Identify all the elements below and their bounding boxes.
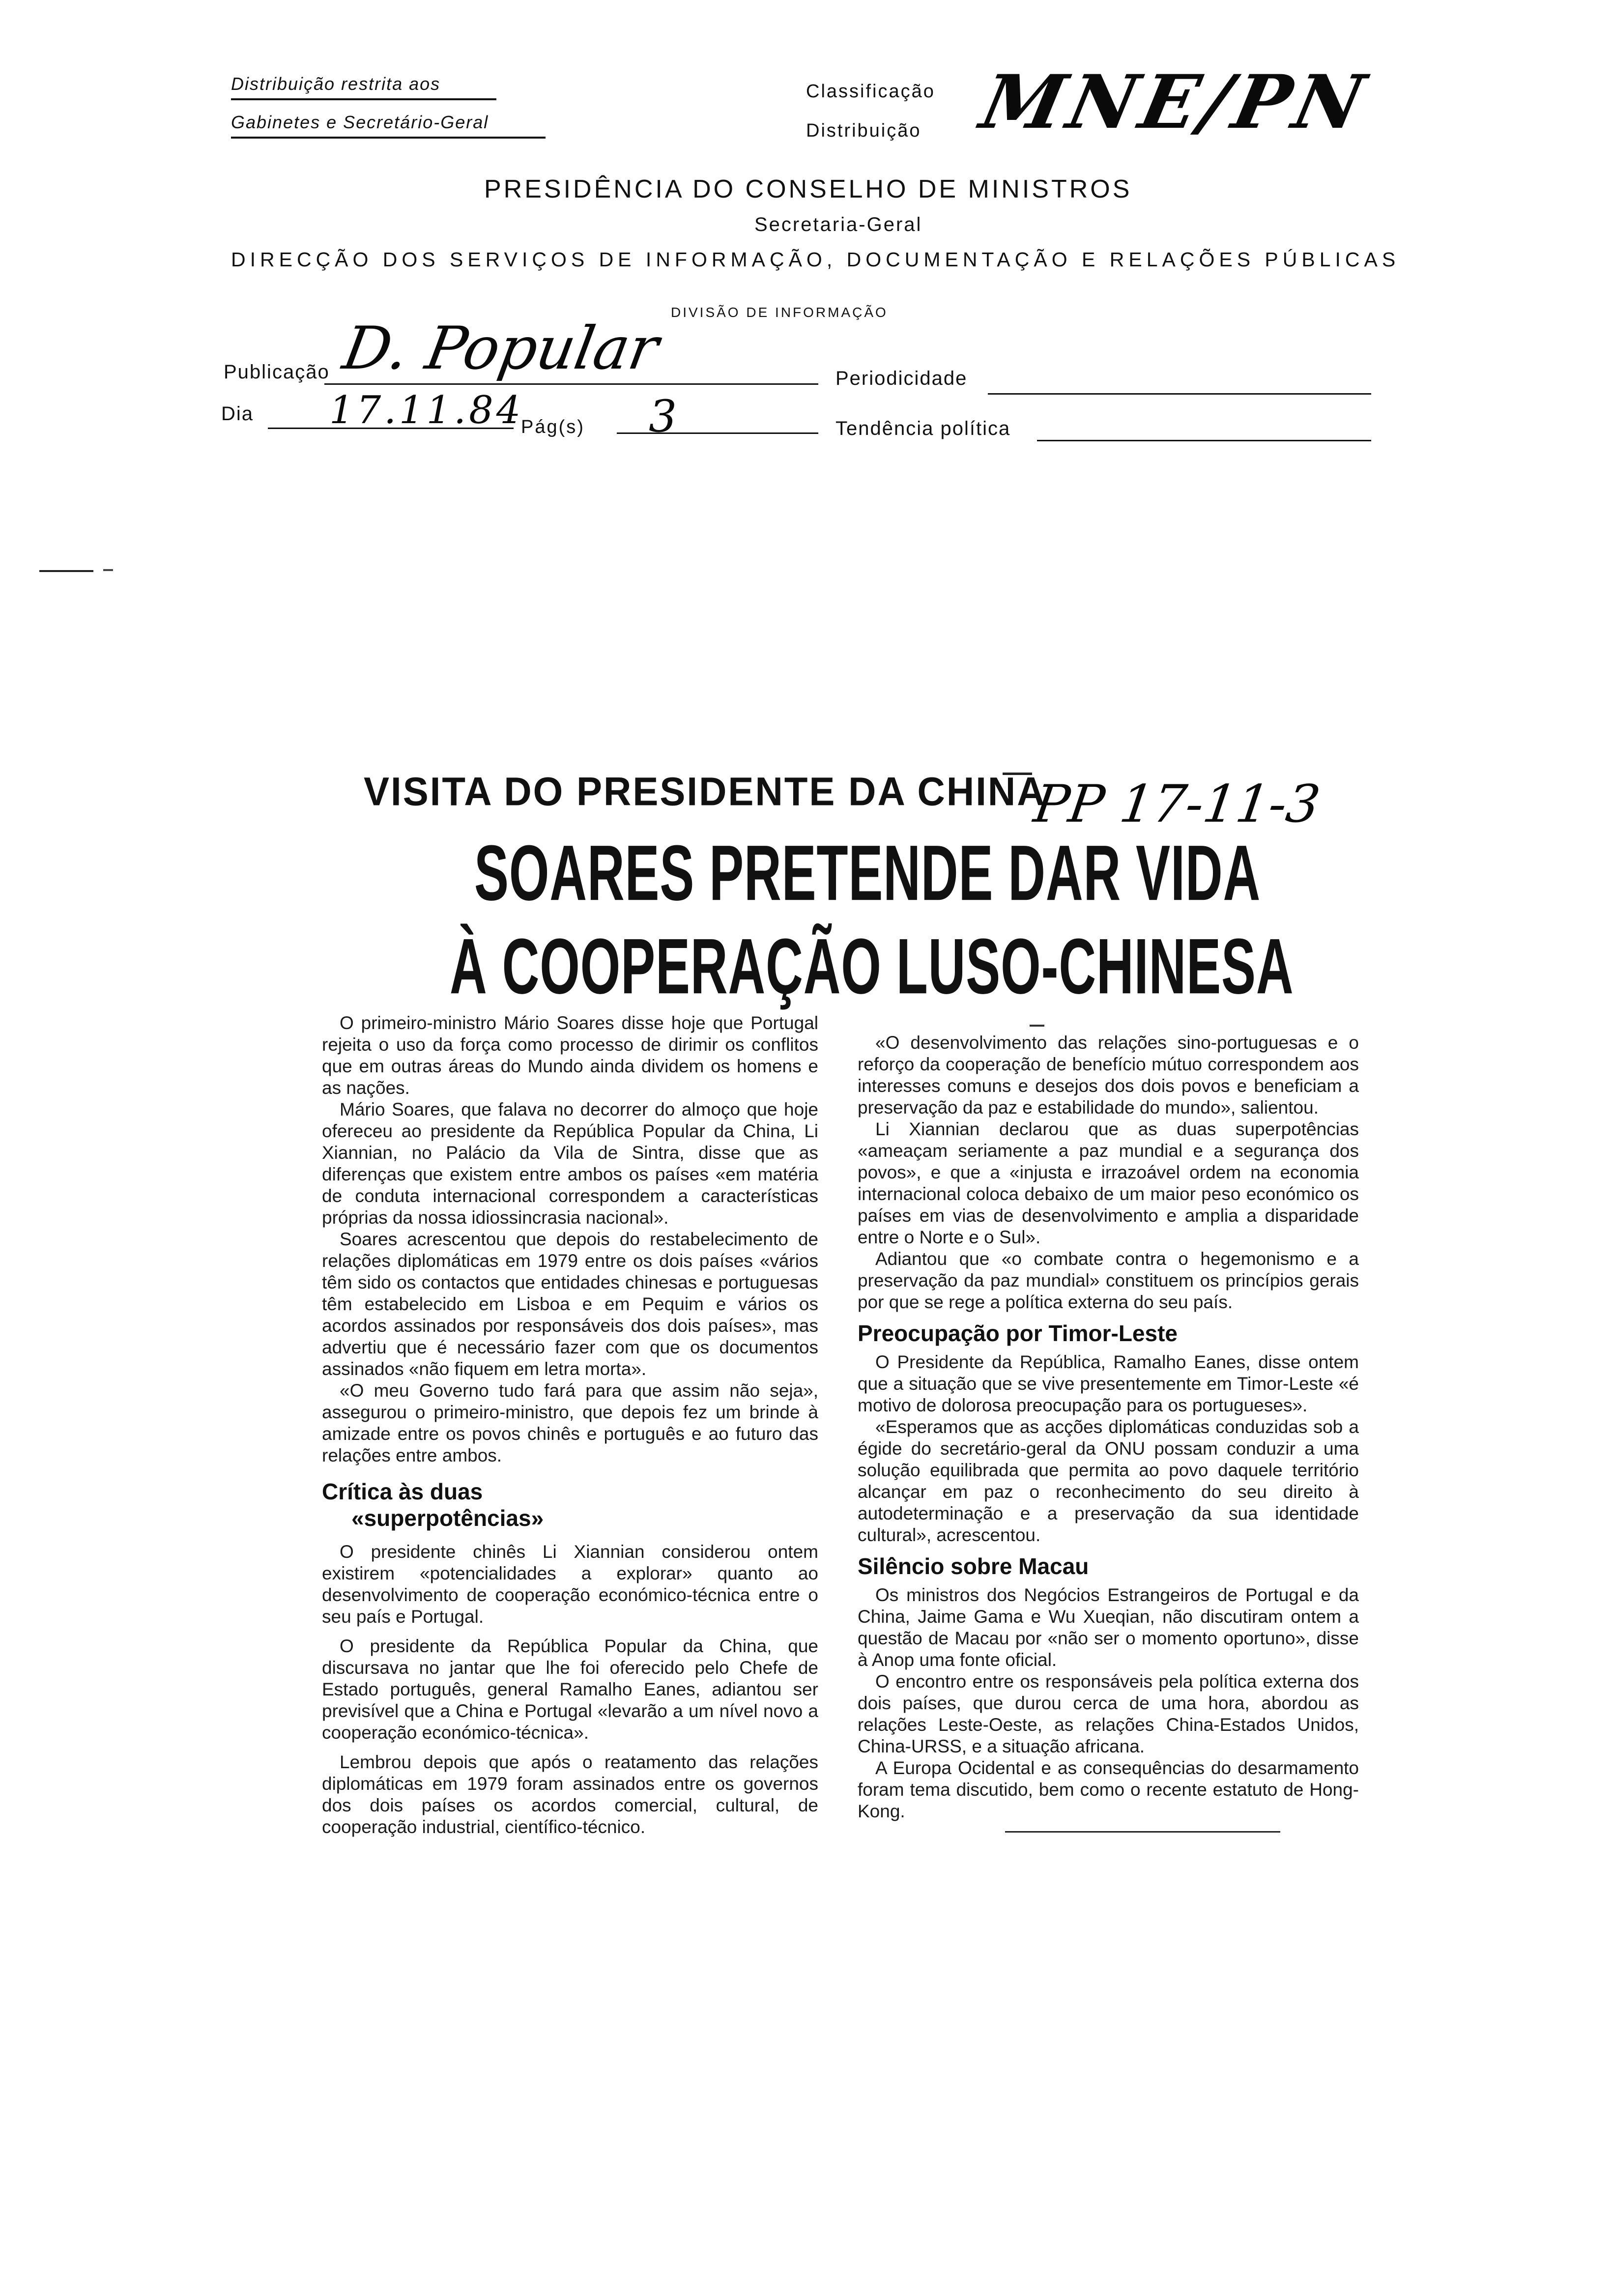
subhead-critica <box>322 1478 818 1531</box>
periodicidade-line <box>988 393 1371 395</box>
article-headline-1: SOARES PRETENDE DAR VIDA <box>474 829 1261 918</box>
article-column-2 <box>858 1032 1359 1833</box>
article-headline-2: À COOPERAÇÃO LUSO-CHINESA <box>450 922 1294 1011</box>
scan-mark <box>103 569 113 571</box>
paragraph: O encontro entre os responsáveis pela política externa dos dois países, que durou cerca de uma hora, abordou as relações Leste-Oeste, as relações China-Estados Unidos, China-URSS, e a situação africana. <box>858 1671 1359 1756</box>
publicacao-line <box>324 383 818 385</box>
classificacao-handwritten: MNE/PN <box>974 59 1377 145</box>
dia-line <box>268 428 514 429</box>
article-column-1 <box>322 1012 818 1838</box>
restricted-line-2: Gabinetes e Secretário-Geral <box>231 112 489 132</box>
tendencia-label: Tendência política <box>835 418 1011 439</box>
org-sub: Secretaria-Geral <box>754 214 922 235</box>
dia-label: Dia <box>221 403 254 425</box>
distribuicao-label: Distribuição <box>806 120 921 141</box>
paragraph: «O meu Governo tudo fará para que assim não seja», assegurou o primeiro-ministro, que depois fez um brinde à amizade entre os povos chinês e português e ao futuro das relações entre ambos. <box>322 1380 818 1465</box>
subhead-timor: Preocupação por Timor-Leste <box>858 1320 1178 1346</box>
tendencia-line <box>1037 440 1371 441</box>
paragraph: O presidente chinês Li Xiannian considerou ontem existirem «potencialidades a explorar» quanto ao desenvolvimento de cooperação económico-técnica entre o seu país e Portugal. <box>322 1542 818 1627</box>
paragraph: O Presidente da República, Ramalho Eanes, disse ontem que a situação que se vive presentemente em Timor-Leste «é motivo de dolorosa preocupação para os portugueses». <box>858 1352 1359 1415</box>
end-rule <box>1005 1831 1280 1833</box>
underline <box>231 98 496 100</box>
pags-label: Pág(s) <box>521 417 585 437</box>
paragraph: «O desenvolvimento das relações sino-portuguesas e o reforço da cooperação de benefício mútuo correspondem aos interesses comuns e desejos dos dois povos e beneficiam a preservação da paz e estabilidade do mundo», salientou. <box>858 1033 1359 1118</box>
paragraph: Mário Soares, que falava no decorrer do almoço que hoje ofereceu ao presidente da República Popular da China, Li Xiannian, no Palácio da Vila de Sintra, disse que as diferenças que existem entre ambos os países «em matéria de conduta internacional correspondem a características próprias da nossa idiossincrasia nacional». <box>322 1099 818 1228</box>
subhead-line-1: Crítica às duas <box>322 1479 483 1504</box>
org-title: PRESIDÊNCIA DO CONSELHO DE MINISTROS <box>484 175 1132 203</box>
scan-mark <box>1030 1025 1044 1027</box>
scan-mark <box>39 570 93 572</box>
publicacao-handwritten: D. Popular <box>338 315 663 383</box>
paragraph: A Europa Ocidental e as consequências do desarmamento foram tema discutido, bem como o recente estatuto de Hong-Kong. <box>858 1758 1359 1821</box>
paragraph: Lembrou depois que após o reatamento das relações diplomáticas em 1979 foram assinados entre os governos dos dois países os acordos comercial, cultural, de cooperação industrial, científico-técnico. <box>322 1752 818 1837</box>
article-kicker: VISITA DO PRESIDENTE DA CHINA <box>364 768 1046 814</box>
subhead-line-2: «superpotências» <box>351 1505 544 1531</box>
subhead-macau: Silêncio sobre Macau <box>858 1553 1089 1579</box>
periodicidade-label: Periodicidade <box>835 368 968 389</box>
pags-line <box>617 432 818 434</box>
publicacao-label: Publicação <box>224 361 330 383</box>
clipping-annotation: PP 17-11-3 <box>1030 774 1324 834</box>
pags-handwritten: 3 <box>649 391 677 442</box>
direccao: DIRECÇÃO DOS SERVIÇOS DE INFORMAÇÃO, DOCUMENTAÇÃO E RELAÇÕES PÚBLICAS <box>231 248 1400 271</box>
paragraph: Li Xiannian declarou que as duas superpotências «ameaçam seriamente a paz mundial e a segurança dos povos», e que a «injusta e irrazoável ordem na economia internacional coloca debaixo de um maior peso económico os países em vias de desenvolvimento e amplia a disparidade entre o Norte e o Sul». <box>858 1119 1359 1247</box>
restricted-line-1: Distribuição restrita aos <box>231 74 441 94</box>
paragraph: Soares acrescentou que depois do restabelecimento de relações diplomáticas em 1979 entre os dois países «vários têm sido os contactos que entidades chinesas e portuguesas têm estabelecido em Lisboa e em Pequim e vários os acordos assinados por responsáveis dos dois países», mas advertiu que é necessário fazer com que os documentos assinados «não fiquem em letra morta». <box>322 1229 818 1379</box>
paragraph: «Esperamos que as acções diplomáticas conduzidas sob a égide do secretário-geral da ONU possam conduzir a uma solução equilibrada que permita ao povo daquele território alcançar em paz o reconhecimento do seu direito à autodeterminação e a preservação da sua identidade cultural», acrescentou. <box>858 1417 1359 1545</box>
classificacao-label: Classificação <box>806 81 935 102</box>
dia-handwritten: 17.11.84 <box>329 388 524 432</box>
divisao: DIVISÃO DE INFORMAÇÃO <box>671 305 888 320</box>
underline <box>231 137 546 139</box>
paragraph: O primeiro-ministro Mário Soares disse hoje que Portugal rejeita o uso da força como processo de dirimir os conflitos que em outras áreas do Mundo ainda dividem os homens e as nações. <box>322 1013 818 1098</box>
paragraph: Os ministros dos Negócios Estrangeiros de Portugal e da China, Jaime Gama e Wu Xueqian, não discutiram ontem a questão de Macau por «não ser o momento oportuno», disse à Anop uma fonte oficial. <box>858 1585 1359 1670</box>
paragraph: O presidente da República Popular da China, que discursava no jantar que lhe foi oferecido pelo Chefe de Estado português, general Ramalho Eanes, adiantou ser previsível que a China e Portugal «levarão a um nível novo a cooperação económico-técnica». <box>322 1636 818 1743</box>
paragraph: Adiantou que «o combate contra o hegemonismo e a preservação da paz mundial» constituem os princípios gerais por que se rege a política externa do seu país. <box>858 1249 1359 1312</box>
